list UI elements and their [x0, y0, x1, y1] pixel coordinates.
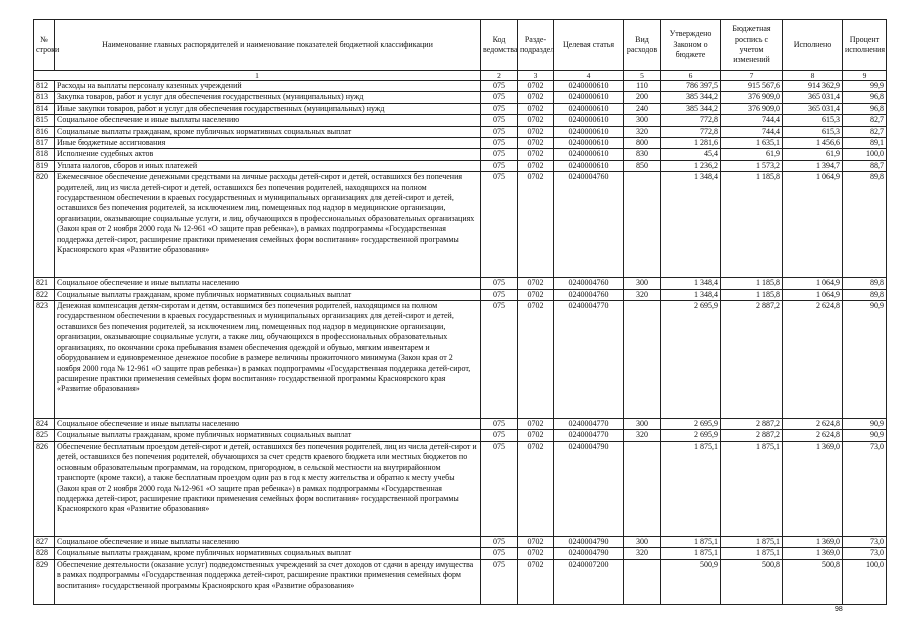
- row-razdel: 0702: [518, 126, 554, 137]
- row-celevaya: 0240004770: [554, 301, 624, 419]
- header-rospis: Бюджетная роспись с учетом изменений: [721, 20, 783, 71]
- row-rospis: 1 185,8: [721, 278, 783, 289]
- row-utverzhdeno: 500,9: [661, 559, 721, 604]
- budget-table-page: [33, 19, 886, 605]
- row-procent: 96,8: [843, 92, 887, 103]
- col-number: 8: [783, 71, 843, 81]
- row-celevaya: 0240007200: [554, 559, 624, 604]
- row-vid: 320: [624, 430, 661, 441]
- row-razdel: 0702: [518, 115, 554, 126]
- row-number: 828: [34, 548, 55, 559]
- row-utverzhdeno: 45,4: [661, 149, 721, 160]
- row-procent: 89,8: [843, 289, 887, 300]
- row-procent: 89,8: [843, 172, 887, 278]
- row-utverzhdeno: 1 348,4: [661, 172, 721, 278]
- row-procent: 90,9: [843, 301, 887, 419]
- row-razdel: 0702: [518, 536, 554, 547]
- row-procent: 89,8: [843, 278, 887, 289]
- row-vid: [624, 559, 661, 604]
- row-vedomstvo: 075: [481, 441, 518, 536]
- row-vedomstvo: 075: [481, 149, 518, 160]
- row-vedomstvo: 075: [481, 115, 518, 126]
- table-row: [34, 559, 887, 604]
- row-number: 821: [34, 278, 55, 289]
- row-utverzhdeno: 772,8: [661, 115, 721, 126]
- row-utverzhdeno: 385 344,2: [661, 92, 721, 103]
- col-number: 4: [554, 71, 624, 81]
- table-row: [34, 301, 887, 419]
- row-number: 817: [34, 138, 55, 149]
- row-name: Иные закупки товаров, работ и услуг для обеспечения государственных (муниципальных) нужд: [55, 103, 481, 114]
- row-celevaya: 0240004790: [554, 441, 624, 536]
- row-vedomstvo: 075: [481, 536, 518, 547]
- row-rospis: 1 635,1: [721, 138, 783, 149]
- row-procent: 73,0: [843, 548, 887, 559]
- row-utverzhdeno: 1 875,1: [661, 441, 721, 536]
- row-razdel: 0702: [518, 103, 554, 114]
- row-razdel: 0702: [518, 160, 554, 171]
- row-name: Социальное обеспечение и иные выплаты населению: [55, 419, 481, 430]
- row-number: 826: [34, 441, 55, 536]
- col-number: 3: [518, 71, 554, 81]
- row-ispolneno: 2 624,8: [783, 430, 843, 441]
- table-row: [34, 115, 887, 126]
- row-name: Расходы на выплаты персоналу казенных учреждений: [55, 81, 481, 92]
- row-utverzhdeno: 385 344,2: [661, 103, 721, 114]
- row-vid: 800: [624, 138, 661, 149]
- row-razdel: 0702: [518, 138, 554, 149]
- table-row: [34, 81, 887, 92]
- row-vedomstvo: 075: [481, 160, 518, 171]
- row-razdel: 0702: [518, 301, 554, 419]
- row-utverzhdeno: 2 695,9: [661, 301, 721, 419]
- header-vid: Вид расходов: [624, 20, 661, 71]
- row-number: 819: [34, 160, 55, 171]
- row-rospis: 1 875,1: [721, 536, 783, 547]
- row-rospis: 376 909,0: [721, 92, 783, 103]
- col-number: 5: [624, 71, 661, 81]
- table-row: [34, 548, 887, 559]
- row-procent: 96,8: [843, 103, 887, 114]
- table-row: [34, 172, 887, 278]
- row-celevaya: 0240004770: [554, 430, 624, 441]
- row-rospis: 1 185,8: [721, 289, 783, 300]
- header-name: Наименование главных распорядителей и наименование показателей бюджетной классификации: [55, 20, 481, 71]
- row-vid: 300: [624, 115, 661, 126]
- row-procent: 100,0: [843, 559, 887, 604]
- row-procent: 73,0: [843, 536, 887, 547]
- row-celevaya: 0240004790: [554, 548, 624, 559]
- row-number: 814: [34, 103, 55, 114]
- row-utverzhdeno: 2 695,9: [661, 419, 721, 430]
- row-ispolneno: 2 624,8: [783, 419, 843, 430]
- table-row: [34, 419, 887, 430]
- row-vedomstvo: 075: [481, 419, 518, 430]
- row-razdel: 0702: [518, 149, 554, 160]
- row-ispolneno: 1 456,6: [783, 138, 843, 149]
- row-ispolneno: 1 369,0: [783, 441, 843, 536]
- row-rospis: 2 887,2: [721, 430, 783, 441]
- row-vedomstvo: 075: [481, 289, 518, 300]
- row-vid: 200: [624, 92, 661, 103]
- page-number: 98: [835, 606, 843, 613]
- row-ispolneno: 1 064,9: [783, 289, 843, 300]
- row-ispolneno: 365 031,4: [783, 103, 843, 114]
- header-row-no: № строки: [34, 20, 55, 71]
- row-vid: [624, 441, 661, 536]
- row-number: 824: [34, 419, 55, 430]
- row-vedomstvo: 075: [481, 126, 518, 137]
- table-row: [34, 138, 887, 149]
- row-ispolneno: 61,9: [783, 149, 843, 160]
- table-row: [34, 430, 887, 441]
- row-ispolneno: 365 031,4: [783, 92, 843, 103]
- row-utverzhdeno: 1 348,4: [661, 278, 721, 289]
- row-rospis: 376 909,0: [721, 103, 783, 114]
- row-ispolneno: 615,3: [783, 115, 843, 126]
- col-number: 6: [661, 71, 721, 81]
- table-row: [34, 441, 887, 536]
- row-vid: 830: [624, 149, 661, 160]
- row-rospis: 2 887,2: [721, 419, 783, 430]
- row-vid: 300: [624, 278, 661, 289]
- row-vid: 320: [624, 548, 661, 559]
- row-name: Социальные выплаты гражданам, кроме публичных нормативных социальных выплат: [55, 126, 481, 137]
- budget-table: [33, 19, 887, 605]
- row-number: 820: [34, 172, 55, 278]
- row-number: 813: [34, 92, 55, 103]
- row-razdel: 0702: [518, 278, 554, 289]
- row-vid: 850: [624, 160, 661, 171]
- row-celevaya: 0240000610: [554, 115, 624, 126]
- row-ispolneno: 615,3: [783, 126, 843, 137]
- col-number: 2: [481, 71, 518, 81]
- col-number: 9: [843, 71, 887, 81]
- header-utverzhdeno: Утверждено Законом о бюджете: [661, 20, 721, 71]
- row-ispolneno: 1 369,0: [783, 536, 843, 547]
- row-utverzhdeno: 2 695,9: [661, 430, 721, 441]
- row-razdel: 0702: [518, 430, 554, 441]
- row-vedomstvo: 075: [481, 559, 518, 604]
- row-celevaya: 0240004760: [554, 289, 624, 300]
- row-celevaya: 0240000610: [554, 149, 624, 160]
- row-razdel: 0702: [518, 172, 554, 278]
- row-celevaya: 0240004760: [554, 172, 624, 278]
- row-vid: [624, 172, 661, 278]
- row-ispolneno: 1 369,0: [783, 548, 843, 559]
- row-rospis: 744,4: [721, 126, 783, 137]
- row-vedomstvo: 075: [481, 172, 518, 278]
- row-number: 815: [34, 115, 55, 126]
- row-vid: 320: [624, 289, 661, 300]
- row-rospis: 744,4: [721, 115, 783, 126]
- row-celevaya: 0240004760: [554, 278, 624, 289]
- row-razdel: 0702: [518, 289, 554, 300]
- row-name: Ежемесячное обеспечение денежными средствами на личные расходы детей-сирот и детей, оставшихся без попечения родителей, лиц из числа детей-сирот и детей, оставшихся без попечения родителей, находящихся на полном государственном обеспечении в краевых государственных и муниципальных организациях для детей-сирот и детей, оставшихся без попечения родителей, за исключением лиц, помещенных под надзор в медицинские организации, организации, оказывающие социальные услуги, и лиц, обучающихся в профессиональных образовательных организациях (Закон края от 2 ноября 2000 года № 12-961 «О защите прав ребенка»), в рамках подпрограммы «Государственная поддержка детей-сирот, расширение практики применения семейных форм воспитания» государственной программы Красноярского края «Развитие образования»: [55, 172, 481, 278]
- row-procent: 73,0: [843, 441, 887, 536]
- table-row: [34, 278, 887, 289]
- table-row: [34, 92, 887, 103]
- row-rospis: 1 573,2: [721, 160, 783, 171]
- row-celevaya: 0240000610: [554, 92, 624, 103]
- row-celevaya: 0240000610: [554, 81, 624, 92]
- row-name: Социальные выплаты гражданам, кроме публичных нормативных социальных выплат: [55, 289, 481, 300]
- row-ispolneno: 2 624,8: [783, 301, 843, 419]
- row-number: 822: [34, 289, 55, 300]
- row-ispolneno: 500,8: [783, 559, 843, 604]
- row-celevaya: 0240000610: [554, 126, 624, 137]
- row-number: 829: [34, 559, 55, 604]
- row-celevaya: 0240000610: [554, 160, 624, 171]
- row-name: Обеспечение деятельности (оказание услуг) подведомственных учреждений за счет доходов от сдачи в аренду имущества в рамках подпрограммы «Государственная поддержка детей-сирот, расширение практики применения семейных форм воспитания» государственной программы Красноярского края «Развитие образования»: [55, 559, 481, 604]
- row-razdel: 0702: [518, 92, 554, 103]
- row-vid: [624, 301, 661, 419]
- row-number: 812: [34, 81, 55, 92]
- row-rospis: 500,8: [721, 559, 783, 604]
- row-procent: 82,7: [843, 115, 887, 126]
- header-ispolneno: Исполнено: [783, 20, 843, 71]
- table-row: [34, 536, 887, 547]
- row-vid: 300: [624, 419, 661, 430]
- header-razdel: Разде- подраздел: [518, 20, 554, 71]
- row-utverzhdeno: 1 236,2: [661, 160, 721, 171]
- row-utverzhdeno: 1 348,4: [661, 289, 721, 300]
- row-name: Социальное обеспечение и иные выплаты населению: [55, 536, 481, 547]
- row-vedomstvo: 075: [481, 430, 518, 441]
- row-vedomstvo: 075: [481, 92, 518, 103]
- row-celevaya: 0240004790: [554, 536, 624, 547]
- col-number: 7: [721, 71, 783, 81]
- row-vedomstvo: 075: [481, 103, 518, 114]
- row-celevaya: 0240000610: [554, 103, 624, 114]
- row-vid: 110: [624, 81, 661, 92]
- row-number: 827: [34, 536, 55, 547]
- row-razdel: 0702: [518, 81, 554, 92]
- row-celevaya: 0240004770: [554, 419, 624, 430]
- row-vid: 300: [624, 536, 661, 547]
- row-utverzhdeno: 772,8: [661, 126, 721, 137]
- row-procent: 99,9: [843, 81, 887, 92]
- row-number: 823: [34, 301, 55, 419]
- row-name: Денежная компенсация детям-сиротам и детям, оставшимся без попечения родителей, находящимся на полном государственном обеспечении в краевых государственных и муниципальных организациях для детей-сирот и детей, оставшихся без попечения родителей, за исключением лиц, помещенных под надзор в медицинские организации, организации, оказывающие социальные услуги, а также лиц, обучающихся в профессиональных образовательных организациях, по окончании срока пребывания взамен обеспечения одеждой и обувью, мягким инвентарем и оборудованием и единовременное денежное пособие в размере величины прожиточного минимума (Закон края от 2 ноября 2000 года № 12-961 «О защите прав ребенка») в рамках подпрограммы «Государственная поддержка детей-сирот, расширение практики применения семейных форм воспитания» государственной программы Красноярского края «Развитие образования»: [55, 301, 481, 419]
- row-number: 825: [34, 430, 55, 441]
- table-row: [34, 126, 887, 137]
- row-razdel: 0702: [518, 559, 554, 604]
- row-vedomstvo: 075: [481, 278, 518, 289]
- table-row: [34, 160, 887, 171]
- row-vid: 240: [624, 103, 661, 114]
- row-procent: 82,7: [843, 126, 887, 137]
- row-rospis: 2 887,2: [721, 301, 783, 419]
- column-number-row: [34, 71, 887, 81]
- row-procent: 100,0: [843, 149, 887, 160]
- row-procent: 89,1: [843, 138, 887, 149]
- table-row: [34, 149, 887, 160]
- row-vedomstvo: 075: [481, 81, 518, 92]
- table-row: [34, 103, 887, 114]
- row-utverzhdeno: 1 875,1: [661, 548, 721, 559]
- col-number: 1: [34, 71, 481, 81]
- row-name: Иные бюджетные ассигнования: [55, 138, 481, 149]
- row-procent: 90,9: [843, 419, 887, 430]
- row-number: 818: [34, 149, 55, 160]
- row-procent: 90,9: [843, 430, 887, 441]
- table-row: [34, 289, 887, 300]
- row-name: Уплата налогов, сборов и иных платежей: [55, 160, 481, 171]
- row-ispolneno: 1 064,9: [783, 278, 843, 289]
- row-ispolneno: 1 394,7: [783, 160, 843, 171]
- header-procent: Процент исполнения: [843, 20, 887, 71]
- table-header: [34, 20, 887, 81]
- row-razdel: 0702: [518, 548, 554, 559]
- row-rospis: 1 875,1: [721, 441, 783, 536]
- row-celevaya: 0240000610: [554, 138, 624, 149]
- header-vedomstvo: Код ведомства: [481, 20, 518, 71]
- row-rospis: 1 185,8: [721, 172, 783, 278]
- row-ispolneno: 914 362,9: [783, 81, 843, 92]
- row-name: Социальные выплаты гражданам, кроме публичных нормативных социальных выплат: [55, 548, 481, 559]
- row-name: Социальное обеспечение и иные выплаты населению: [55, 115, 481, 126]
- row-name: Исполнение судебных актов: [55, 149, 481, 160]
- row-vid: 320: [624, 126, 661, 137]
- row-utverzhdeno: 1 281,6: [661, 138, 721, 149]
- table-body: [34, 81, 887, 605]
- row-razdel: 0702: [518, 419, 554, 430]
- row-name: Социальное обеспечение и иные выплаты населению: [55, 278, 481, 289]
- row-vedomstvo: 075: [481, 301, 518, 419]
- row-number: 816: [34, 126, 55, 137]
- row-utverzhdeno: 786 397,5: [661, 81, 721, 92]
- row-utverzhdeno: 1 875,1: [661, 536, 721, 547]
- row-vedomstvo: 075: [481, 138, 518, 149]
- row-ispolneno: 1 064,9: [783, 172, 843, 278]
- row-vedomstvo: 075: [481, 548, 518, 559]
- row-name: Социальные выплаты гражданам, кроме публичных нормативных социальных выплат: [55, 430, 481, 441]
- row-razdel: 0702: [518, 441, 554, 536]
- row-rospis: 915 567,6: [721, 81, 783, 92]
- row-name: Обеспечение бесплатным проездом детей-сирот и детей, оставшихся без попечения родителей, лиц из числа детей-сирот и детей, оставшихся без попечения родителей, обучающихся за счет средств краевого бюджета или местных бюджетов по основным образовательным программам, на городском, пригородном, в сельской местности на внутрирайонном транспорте (кроме такси), а также бесплатным проездом один раз в год к месту жительства и обратно к месту учебы (Закон края от 2 ноября 2000 года №12-961 «О защите прав ребенка») в рамках подпрограммы «Государственная поддержка детей-сирот, расширение практики применения семейных форм воспитания» государственной программы Красноярского края «Развитие образования»: [55, 441, 481, 536]
- row-procent: 88,7: [843, 160, 887, 171]
- row-rospis: 61,9: [721, 149, 783, 160]
- row-name: Закупка товаров, работ и услуг для обеспечения государственных (муниципальных) нужд: [55, 92, 481, 103]
- header-celevaya: Целевая статья: [554, 20, 624, 71]
- row-rospis: 1 875,1: [721, 548, 783, 559]
